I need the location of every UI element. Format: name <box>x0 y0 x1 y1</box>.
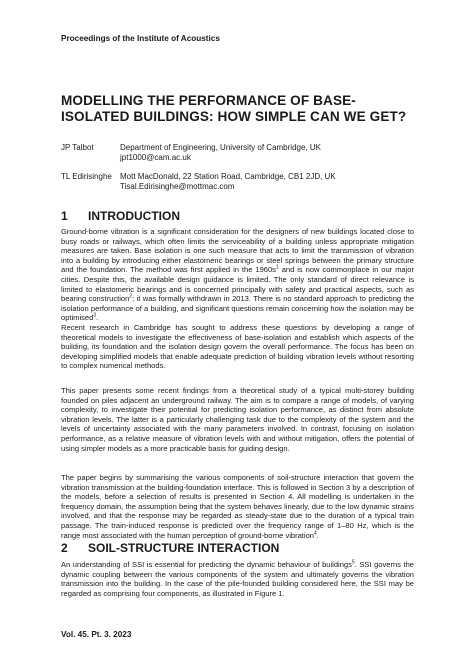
author-affiliation: Department of Engineering, University of Cambridge, UK <box>120 143 321 152</box>
body-paragraph: Ground-borne vibration is a significant consideration for the designers of new buildings located close to busy roads or railways, which often limits the serviceability of a building unless appropriate mitigation measures are taken. Base isolation is one such measure that acts to limit the transmission of vibration into a building by introducing either elastomeric bearings or steel springs between the primary structure and the foundation. The method was first applied in the $1960s^1$ and is now commonplace in our major cities. Despite this, the available design guidance is limited. The only standard of direct relevance is limited to elastomeric bearings and is concerned principally with safety and practical aspects, such as bearing construction$^2$; it was formally withdrawn in 2013. There is no standard approach to predicting the isolation performance of a building, and significant questions remain concerning how the isolation may be optimised$^3$. <box>61 227 414 323</box>
author-name: TL Edirisinghe <box>61 172 112 181</box>
body-paragraph: This paper presents some recent findings from a theoretical study of a typical multi-storey building founded on piles adjacent an underground railway. The aim is to compare a range of models, of varying complexity, to investigate their potential for predicting isolation performance, as distinct from absolute vibration levels. The latter is a particularly challenging task due to the complexity of the system and the levels of uncertainty associated with the many parameters involved. In contrast, focusing on isolation performance, as a relative measure of vibration levels with and without mitigation, offers the potential of using simpler models as a more practicable basis for guiding design. <box>61 386 414 453</box>
author-affiliation-block <box>120 172 336 192</box>
author-affiliation-block <box>120 143 321 163</box>
author-name: JP Talbot <box>61 143 94 152</box>
section-title: INTRODUCTION <box>88 209 180 223</box>
reference-marker: 2 <box>129 293 133 300</box>
author-email[interactable]: jpt1000@cam.ac.uk <box>120 153 191 162</box>
paper-title: MODELLING THE PERFORMANCE OF BASE-ISOLATED BUILDINGS: HOW SIMPLE CAN WE GET? <box>61 93 407 124</box>
reference-marker: 3 <box>93 312 97 319</box>
reference-marker: 1 <box>275 264 279 271</box>
reference-marker: 4 <box>313 530 317 537</box>
reference-marker: 5 <box>351 559 355 566</box>
section-number: 1 <box>61 209 68 223</box>
section-title: SOIL-STRUCTURE INTERACTION <box>88 541 280 555</box>
journal-header: Proceedings of the Institute of Acoustics <box>61 34 220 43</box>
body-paragraph: The paper begins by summarising the various components of soil-structure interaction that govern the vibration transmission at the building-foundation interface. This is followed in Section 3 by a description of the models, before a selection of results is presented in Section 4. All modelling is undertaken in the frequency domain, the assumption being that the system behaves linearly, due to the low dynamic strains involved, and that the response may be regarded as steady-state due to the duration of a typical train passage. The train-induced response is predicted over the frequency range of 1–80 Hz, which is the range most associated with the human perception of ground-borne vibration$^4$. <box>61 473 414 540</box>
section-number: 2 <box>61 541 68 555</box>
body-paragraph: Recent research in Cambridge has sought to address these questions by developing a range of theoretical models to investigate the effectiveness of base-isolation and establish which aspects of the building, its foundation and the isolation design govern the overall performance. The focus has been on developing simplified models that enable adequate prediction of building vibration levels without resorting to complex numerical methods. <box>61 323 414 371</box>
author-email[interactable]: Tisal.Edirisinghe@mottmac.com <box>120 182 235 191</box>
volume-footer: Vol. 45. Pt. 3. 2023 <box>61 630 132 639</box>
body-paragraph: An understanding of SSI is essential for predicting the dynamic behaviour of buildings$^5$. SSI governs the dynamic coupling between the various components of the system and ultimately governs the vibration transmission into the building. In the case of the pile-founded building considered here, the SSI may be regarded as comprising four components, as illustrated in Figure 1. <box>61 559 414 598</box>
author-affiliation: Mott MacDonald, 22 Station Road, Cambridge, CB1 2JD, UK <box>120 172 336 181</box>
